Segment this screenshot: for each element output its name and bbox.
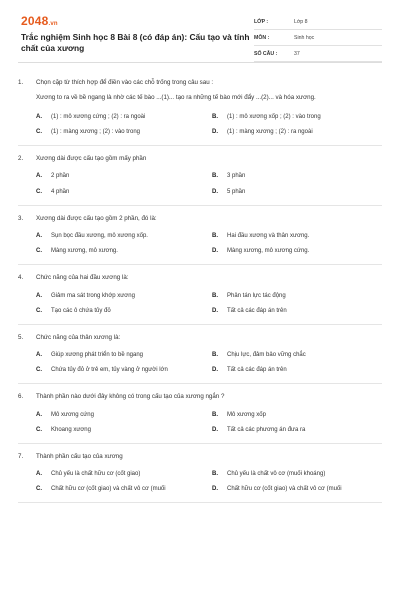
option-letter: A.: [36, 471, 42, 478]
option-letter: B.: [212, 471, 218, 478]
option-letter: C.: [36, 426, 42, 433]
question-number: 6.: [18, 393, 24, 401]
option-letter: D.: [212, 248, 218, 255]
answer-option-c[interactable]: [36, 128, 206, 136]
option-letter: C.: [36, 367, 42, 374]
question-line: [18, 393, 382, 401]
question-number: 7.: [18, 452, 24, 460]
question-text: Thành phần cấu tạo của xương: [36, 452, 123, 460]
question-list: [18, 79, 382, 503]
question-number: 4.: [18, 274, 24, 282]
answer-option-d[interactable]: [212, 485, 382, 493]
option-text: Hai đầu xương và thân xương.: [227, 232, 310, 239]
answer-option-c[interactable]: [36, 188, 206, 196]
answer-option-d[interactable]: [212, 188, 382, 196]
answer-options: [18, 470, 382, 493]
option-letter: A.: [36, 292, 42, 299]
answer-option-b[interactable]: [212, 351, 382, 359]
answer-options: [18, 351, 382, 374]
answer-option-b[interactable]: [212, 292, 382, 300]
header: [18, 0, 382, 63]
option-text: Giúp xương phát triển to bề ngang: [51, 352, 144, 359]
answer-option-d[interactable]: [212, 426, 382, 434]
meta-value[interactable]: Lớp 8: [294, 18, 308, 25]
option-text: 5 phần: [227, 188, 246, 195]
option-text: 2 phần: [51, 173, 70, 180]
answer-option-d[interactable]: [212, 247, 382, 255]
meta-label: SỐ CÂU :: [254, 50, 278, 57]
option-text: Tất cả các đáp án trên: [227, 367, 287, 374]
question-line: [18, 334, 382, 342]
answer-option-c[interactable]: [36, 485, 206, 493]
option-text: Mô xương xốp: [227, 411, 266, 418]
meta-row-count: [254, 46, 382, 62]
option-letter: A.: [36, 352, 42, 359]
question-item: [18, 453, 382, 504]
option-letter: B.: [212, 292, 218, 299]
question-item: [18, 79, 382, 146]
answer-option-d[interactable]: [212, 307, 382, 315]
question-item: [18, 274, 382, 325]
option-text: Tất cả các phương án đưa ra: [227, 426, 306, 433]
question-text: Chọn cặp từ thích hợp để điền vào các chỗ trống trong câu sau :: [36, 79, 214, 86]
answer-option-a[interactable]: [36, 351, 206, 359]
option-text: Chủ yếu là chất hữu cơ (cốt giao): [51, 471, 141, 478]
option-text: (1) : màng xương ; (2) : ra ngoài: [227, 128, 313, 135]
option-text: (1) : mô xương xốp ; (2) : vào trong: [227, 113, 321, 120]
answer-options: [18, 232, 382, 255]
option-letter: B.: [212, 232, 218, 239]
question-line: [18, 453, 382, 461]
question-text: Chức năng của hai đầu xương là:: [36, 274, 129, 282]
option-text: Phân tán lực tác động: [227, 292, 286, 299]
answer-option-a[interactable]: [36, 172, 206, 180]
answer-option-b[interactable]: [212, 411, 382, 419]
option-letter: C.: [36, 486, 42, 493]
answer-option-c[interactable]: [36, 247, 206, 255]
answer-option-b[interactable]: [212, 470, 382, 478]
answer-option-a[interactable]: [36, 411, 206, 419]
answer-options: [18, 172, 382, 195]
question-text: Thành phần nào dưới đây không có trong cấu tạo của xương ngắn ?: [36, 393, 225, 401]
question-text: Xương dài được cấu tạo gồm 2 phần, đó là:: [36, 214, 157, 222]
answer-option-d[interactable]: [212, 128, 382, 136]
option-letter: D.: [212, 307, 218, 314]
meta-label: MÔN :: [254, 34, 270, 41]
answer-option-b[interactable]: [212, 113, 382, 121]
option-text: Màng xương, mô xương cứng.: [227, 248, 310, 255]
option-letter: B.: [212, 352, 218, 359]
meta-label: LỚP :: [254, 18, 269, 25]
question-item: [18, 334, 382, 385]
option-letter: A.: [36, 232, 42, 239]
answer-option-b[interactable]: [212, 232, 382, 240]
option-letter: D.: [212, 486, 218, 493]
question-text: Xương dài được cấu tạo gồm mấy phần: [36, 155, 147, 163]
logo-text: 2048: [21, 14, 49, 28]
option-text: (1) : mô xương cứng ; (2) : ra ngoài: [51, 113, 146, 120]
question-line: [18, 274, 382, 282]
option-letter: C.: [36, 128, 42, 135]
question-number: 1.: [18, 79, 24, 86]
option-letter: B.: [212, 411, 218, 418]
option-text: Sụn bọc đầu xương, mô xương xốp.: [51, 232, 148, 239]
option-text: Màng xương, mô xương.: [51, 248, 118, 255]
question-number: 5.: [18, 333, 24, 341]
answer-option-a[interactable]: [36, 113, 206, 121]
question-number: 3.: [18, 214, 24, 222]
answer-option-c[interactable]: [36, 307, 206, 315]
option-letter: C.: [36, 248, 42, 255]
page-title: Trắc nghiệm Sinh học 8 Bài 8 (có đáp án): Cấu tạo và tính chất của xương: [21, 32, 250, 53]
option-text: Giảm ma sát trong khớp xương: [51, 292, 135, 299]
option-text: Chất hữu cơ (cốt giao) và chất vô cơ (muối: [51, 486, 166, 493]
option-text: Tất cả các đáp án trên: [227, 307, 287, 314]
option-letter: B.: [212, 173, 218, 180]
option-letter: D.: [212, 188, 218, 195]
answer-option-d[interactable]: [212, 366, 382, 374]
option-letter: A.: [36, 173, 42, 180]
option-letter: D.: [212, 128, 218, 135]
question-number: 2.: [18, 155, 24, 163]
answer-option-a[interactable]: [36, 232, 206, 240]
option-letter: A.: [36, 411, 42, 418]
question-item: [18, 215, 382, 266]
answer-options: [18, 411, 382, 434]
option-letter: C.: [36, 188, 42, 195]
site-logo[interactable]: [21, 14, 58, 28]
option-letter: D.: [212, 426, 218, 433]
option-text: 4 phần: [51, 188, 70, 195]
option-text: Chịu lực, đảm bảo vững chắc: [227, 352, 306, 359]
option-text: (1) : màng xương ; (2) : vào trong: [51, 128, 140, 135]
question-line: [18, 155, 382, 163]
option-text: Chủ yếu là chất vô cơ (muối khoáng): [227, 471, 326, 478]
question-item: [18, 393, 382, 444]
meta-row-subject: [254, 30, 382, 46]
question-line: [18, 215, 382, 223]
option-letter: C.: [36, 307, 42, 314]
question-text: Chức năng của thân xương là:: [36, 333, 121, 341]
answer-options: [18, 113, 382, 136]
question-item: [18, 155, 382, 206]
option-letter: D.: [212, 367, 218, 374]
question-line: [18, 79, 382, 87]
option-text: Chứa tủy đỏ ở trẻ em, tủy vàng ở người lớn: [51, 367, 168, 374]
option-text: Chất hữu cơ (cốt giao) và chất vô cơ (muối: [227, 486, 342, 493]
answer-option-c[interactable]: [36, 366, 206, 374]
option-text: Tạo các ô chứa tủy đỏ: [51, 307, 111, 314]
question-passage: Xương to ra về bề ngang là nhờ các tế bào ...(1)... tạo ra những tế bào mới đẩy ...(2)... và hóa xương.: [36, 94, 316, 102]
logo-suffix: .vn: [48, 21, 58, 27]
option-letter: B.: [212, 113, 218, 120]
meta-row-class: [254, 14, 382, 30]
option-text: Mô xương cứng: [51, 411, 94, 418]
meta-value: 37: [294, 50, 300, 57]
answer-option-c[interactable]: [36, 426, 206, 434]
option-letter: A.: [36, 113, 42, 120]
quiz-meta: [254, 14, 382, 62]
answer-option-a[interactable]: [36, 292, 206, 300]
answer-option-b[interactable]: [212, 172, 382, 180]
option-text: 3 phần: [227, 173, 246, 180]
option-text: Khoang xương: [51, 426, 91, 433]
answer-options: [18, 292, 382, 315]
meta-value[interactable]: Sinh học: [294, 34, 315, 41]
answer-option-a[interactable]: [36, 470, 206, 478]
